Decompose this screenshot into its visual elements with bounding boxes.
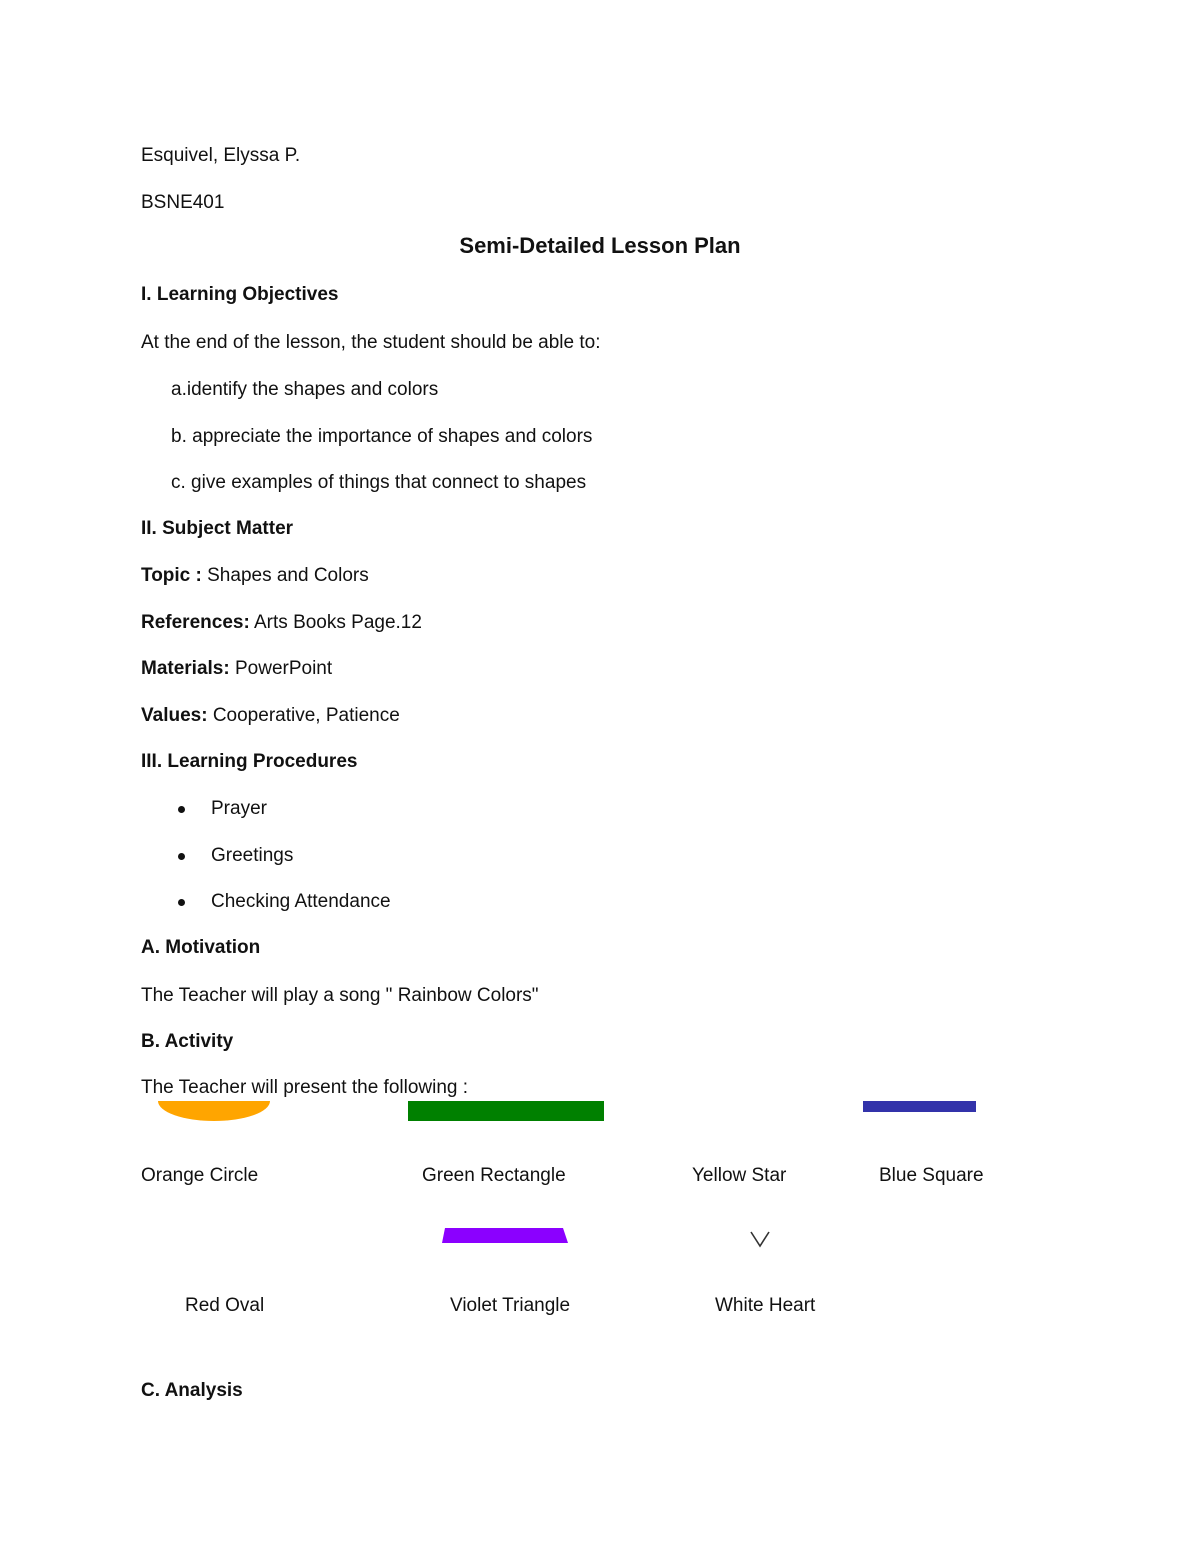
procedures-heading: III. Learning Procedures	[141, 751, 358, 772]
shape-label-violet-triangle: Violet Triangle	[450, 1295, 571, 1316]
shape-label-orange-circle: Orange Circle	[141, 1165, 259, 1186]
shape-label-yellow-star: Yellow Star	[692, 1165, 787, 1186]
bullet-icon	[178, 899, 185, 906]
activity-heading: B. Activity	[141, 1031, 234, 1052]
objective-item: a.identify the shapes and colors	[171, 379, 439, 400]
subject-row-value: Arts Books Page.12	[249, 612, 422, 633]
bullet-icon	[178, 806, 185, 813]
objectives-heading: I. Learning Objectives	[141, 284, 339, 305]
subject-row-value: Shapes and Colors	[201, 565, 369, 586]
subject-row-values	[141, 705, 400, 727]
subject-row-topic	[141, 565, 369, 587]
objective-item: c. give examples of things that connect to shapes	[171, 472, 587, 493]
subject-row-label: Values:	[141, 705, 208, 726]
orange-circle-shape	[158, 1101, 270, 1121]
procedure-item: Prayer	[211, 798, 267, 819]
shape-label-blue-square: Blue Square	[879, 1165, 984, 1186]
analysis-heading: C. Analysis	[141, 1380, 243, 1401]
subject-row-references	[141, 612, 422, 634]
motivation-text: The Teacher will play a song " Rainbow Colors"	[141, 985, 539, 1006]
bullet-icon	[178, 853, 185, 860]
subject-row-value: Cooperative, Patience	[207, 705, 400, 726]
course-code: BSNE401	[141, 192, 225, 213]
motivation-heading: A. Motivation	[141, 937, 261, 958]
subject-row-label: References:	[141, 612, 250, 633]
author-name: Esquivel, Elyssa P.	[141, 145, 301, 166]
shape-label-green-rectangle: Green Rectangle	[422, 1165, 566, 1186]
activity-text: The Teacher will present the following :	[141, 1077, 469, 1098]
subject-matter-heading: II. Subject Matter	[141, 518, 294, 539]
green-rectangle-shape	[408, 1101, 604, 1121]
heart-icon	[749, 1230, 773, 1248]
white-heart-outline	[751, 1232, 769, 1246]
page-title: Semi-Detailed Lesson Plan	[459, 233, 741, 258]
procedure-item: Greetings	[211, 845, 294, 866]
procedure-item: Checking Attendance	[211, 891, 391, 912]
subject-row-label: Materials:	[141, 658, 230, 679]
shape-label-white-heart: White Heart	[715, 1295, 816, 1316]
objectives-intro: At the end of the lesson, the student should be able to:	[141, 332, 601, 353]
subject-row-value: PowerPoint	[229, 658, 333, 679]
subject-row-materials	[141, 658, 332, 680]
objective-item: b. appreciate the importance of shapes and colors	[171, 426, 593, 447]
blue-square-shape	[863, 1101, 976, 1112]
shape-label-red-oval: Red Oval	[185, 1295, 265, 1316]
violet-triangle-fill	[442, 1228, 568, 1243]
violet-triangle-shape	[440, 1228, 570, 1244]
subject-row-label: Topic :	[141, 565, 202, 586]
